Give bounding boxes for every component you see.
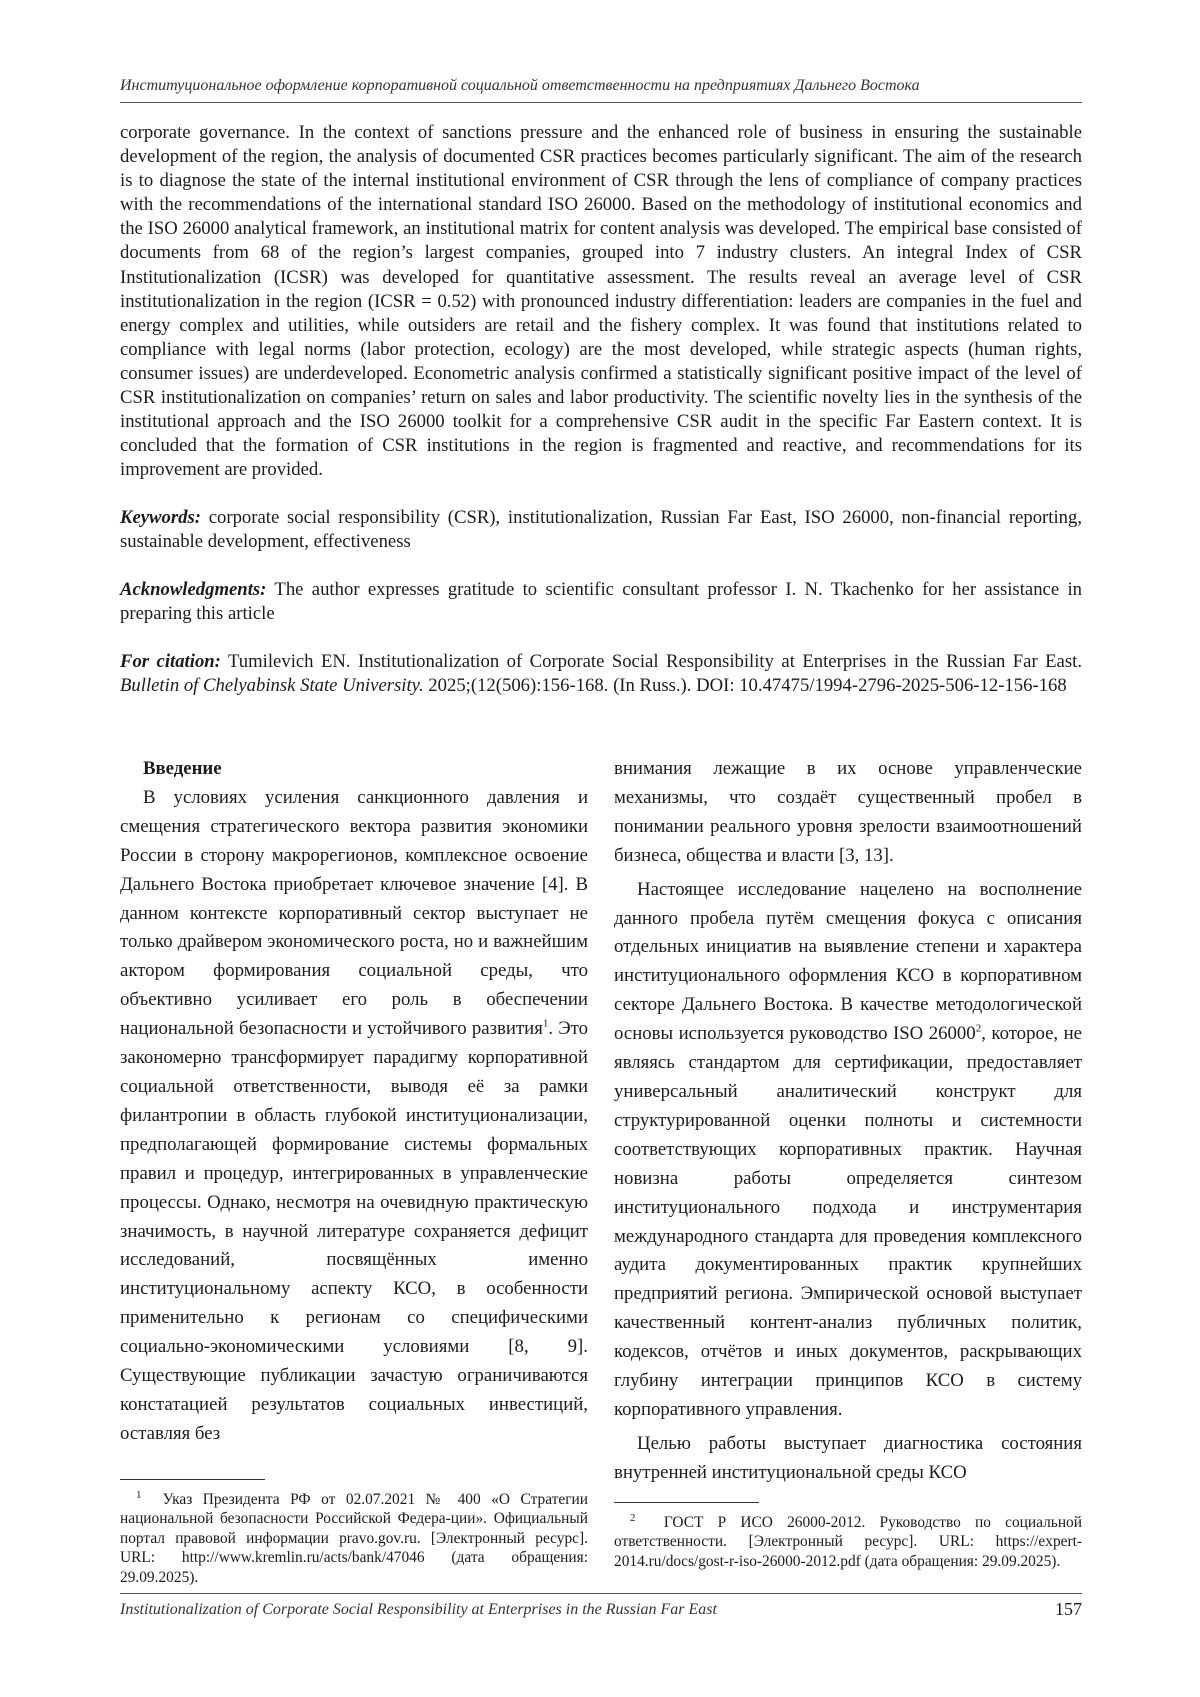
keywords-label: Keywords: — [120, 507, 201, 528]
footnote-ref-1[interactable]: 1 — [542, 1017, 549, 1030]
research-paragraph — [614, 876, 1082, 1425]
section-heading: Введение — [143, 758, 222, 779]
running-footer: Institutionalization of Corporate Social Responsibility at Enterprises in the Russian Far East — [120, 1601, 717, 1618]
footnote-rule — [614, 1502, 759, 1503]
keywords-block — [120, 506, 1082, 554]
paragraph-text: Настоящее исследование нацелено на восполнение данного пробела путём смещения фокуса с описания отдельных инициатив на выявление степени и характера институционального оформления КСО в корпоративном секторе Дальнего Востока. В качестве методологической основы используется руководство ISO 26000 — [614, 878, 1082, 1045]
abstract-text: corporate governance. In the context of sanctions pressure and the enhanced role of business in ensuring the sustainable development of the region, the analysis of documented CSR practices becomes particularly significant. The aim of the research is to diagnose the state of the internal institutional environment of CSR through the lens of compliance of company practices with the recommendations of the international standard ISO 26000. Based on the methodology of institutional economics and the ISO 26000 analytical framework, an institutional matrix for content analysis was developed. The empirical base consisted of documents from 68 of the region’s largest companies, grouped into 7 industry clusters. An integral Index of CSR Institutionalization (ICSR) was developed for quantitative assessment. The results reveal an average level of CSR institutionalization in the region (ICSR = 0.52) with pronounced industry differentiation: leaders are companies in the fuel and energy complex and utilities, while outsiders are retail and the fishery complex. It was found that institutions related to compliance with legal norms (labor protection, ecology) are the most developed, while strategic aspects (human rights, consumer issues) are underdeveloped. Econometric analysis confirmed a statistically significant positive impact of the level of CSR institutionalization on companies’ return on sales and labor productivity. The scientific novelty lies in the synthesis of the institutional approach and the ISO 26000 toolkit for a comprehensive CSR audit in the specific Far Eastern context. It is concluded that the formation of CSR institutions in the region is fragmented and reactive, and recommendations for its improvement are provided. — [120, 122, 1082, 481]
acknowledgments-text: The author expresses gratitude to scientific consultant professor I. N. Tkachenko for her assistance in preparing this article — [120, 579, 1082, 624]
footnote-1 — [120, 1490, 588, 1587]
citation-journal: Bulletin of Chelyabinsk State University. — [120, 675, 424, 696]
paragraph-text: В условиях усиления санкционного давления и смещения стратегического вектора развития экономики России в сторону макрорегионов, комплексное освоение Дальнего Востока приобретает ключевое значение [4]. В данном контексте корпоративный сектор выступает не только драйвером экономического роста, но и важнейшим актором формирования социальной среды, что объективно усиливает его роль в обеспечении национальной безопасности и устойчивого развития — [120, 786, 588, 1040]
right-column — [614, 755, 1082, 1488]
footer-rule — [120, 1593, 1082, 1594]
paragraph-text: . Это закономерно трансформирует парадигму корпоративной социальной ответственности, выводя её за рамки филантропии в область глубокой институционализации, предполагающей формирование системы формальных правил и процедур, интегрированных в управленческие процессы. Однако, несмотря на очевидную практическую значимость, в научной литературе сохраняется дефицит исследований, посвящённых именно институциональному аспекту КСО, в особенности применительно к регионам со специфическими социально-экономическими условиями [8, 9]. Существующие публикации зачастую ограничиваются констатацией результатов социальных инвестиций, оставляя без — [120, 1018, 589, 1444]
citation-details: 2025;(12(506):156-168. (In Russ.). DOI: 10.47475/1994-2796-2025-506-12-156-168 — [428, 675, 1067, 696]
page-number: 157 — [1055, 1599, 1082, 1619]
acknowledgments-label: Acknowledgments: — [120, 579, 267, 600]
acknowledgments-block — [120, 578, 1082, 626]
citation-block — [120, 650, 1082, 698]
keywords-text: corporate social responsibility (CSR), institutionalization, Russian Far East, ISO 26000, non-financial reporting, sustainable development, effectiveness — [120, 507, 1083, 552]
paragraph-text: , которое, не являясь стандартом для сертификации, предоставляет универсальный аналитический конструкт для структурированной оценки полноты и системности соответствующих корпоративных практик. Научная новизна работы определяется синтезом институционального подхода и инструментария международного стандарта для проведения комплексного аудита документированных практик крупнейших предприятий региона. Эмпирической основой выступает качественный контент-анализ публичных политик, кодексов, отчётов и иных документов, раскрывающих глубину интеграции принципов КСО в систему корпоративного управления. — [614, 1023, 1082, 1420]
footnote-rule — [120, 1479, 265, 1480]
footnote-text: ГОСТ Р ИСО 26000-2012. Руководство по социальной ответственности. [Электронный ресурс]. URL: https://expert-2014.ru/docs/gost-r-iso-26000-2012.pdf (дата обращения: 29.09.2025). — [614, 1514, 1082, 1570]
left-column — [120, 755, 588, 1449]
citation-label: For citation: — [120, 651, 221, 672]
footnote-text: Указ Президента РФ от 02.07.2021 № 400 «О Стратегии национальной безопасности Российской Федера-ции». Официальный портал правовой информации pravo.gov.ru. [Электронный ресурс]. URL: http://www.kremlin.ru/acts/bank/47046 (дата обращения: 29.09.2025). — [120, 1491, 588, 1586]
continued-paragraph: внимания лежащие в их основе управленческие механизмы, что создаёт существенный пробел в понимании реального уровня зрелости взаимоотношений бизнеса, общества и власти [3, 13]. — [614, 758, 1082, 866]
header-rule — [120, 102, 1082, 103]
running-header: Институциональное оформление корпоративной социальной ответственности на предприятиях Дальнего Востока — [120, 77, 920, 94]
footnote-ref-2[interactable]: 2 — [975, 1022, 982, 1035]
citation-text: Tumilevich EN. Institutionalization of Corporate Social Responsibility at Enterprises in the Russian Far East. — [228, 651, 1082, 672]
aim-paragraph: Целью работы выступает диагностика состояния внутренней институциональной среды КСО — [614, 1432, 1082, 1483]
journal-page — [120, 0, 1082, 1697]
footnote-number: 2 — [630, 1511, 636, 1524]
footnote-number: 1 — [136, 1488, 142, 1501]
introduction-paragraph — [120, 784, 588, 1449]
footnote-2 — [614, 1513, 1082, 1571]
